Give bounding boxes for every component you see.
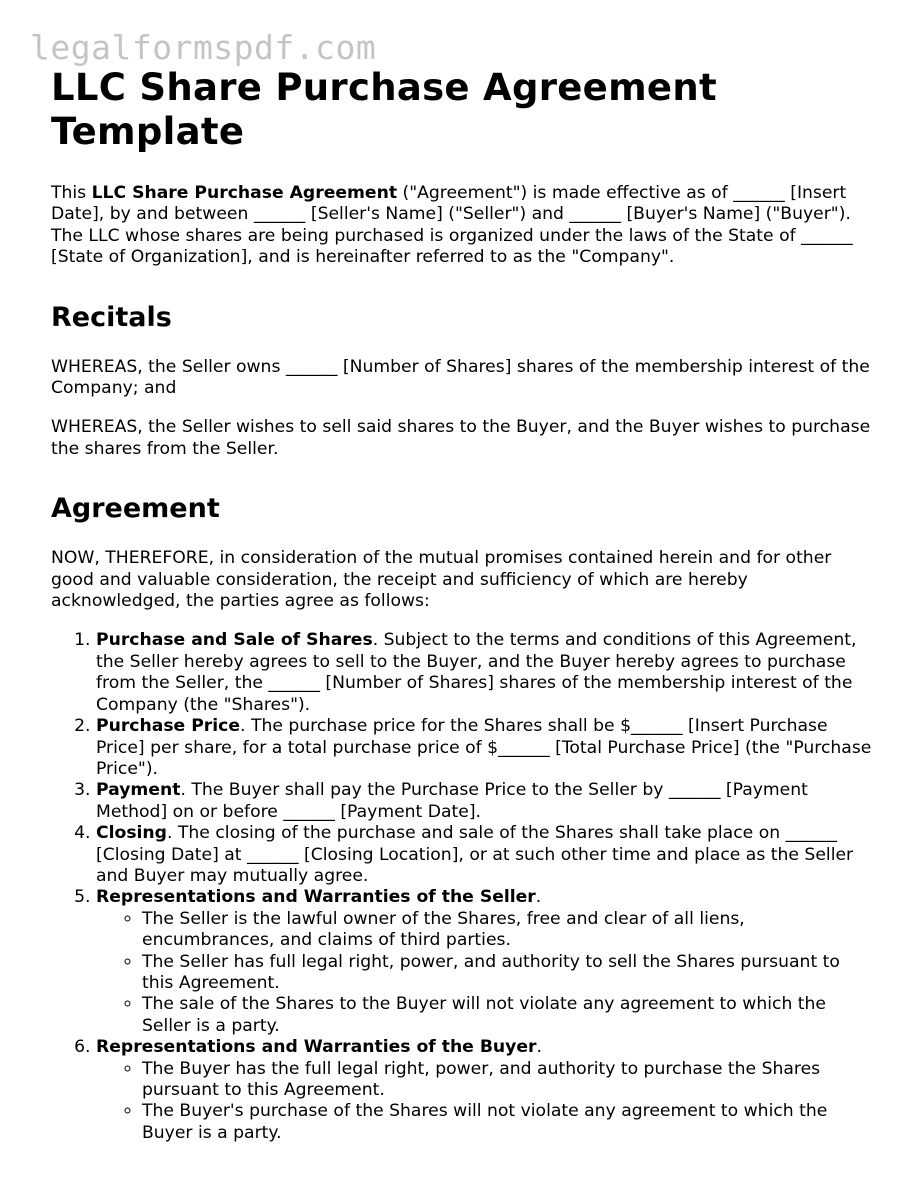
warranty-item: ◦ The Buyer's purchase of the Shares will not violate any agreement to which the Buyer is a party. bbox=[142, 1101, 876, 1144]
term-title: Purchase and Sale of Shares bbox=[96, 630, 373, 651]
term-text: . bbox=[535, 887, 542, 908]
agreement-intro-paragraph: NOW, THEREFORE, in consideration of the mutual promises contained herein and for other good and valuable consideration, the receipt and sufficiency of which are hereby acknowledged, the parties agree as follows: bbox=[51, 548, 832, 612]
term-item bbox=[96, 1037, 876, 1144]
term-title: Payment bbox=[96, 780, 181, 801]
seller-warranties-list bbox=[96, 909, 876, 1037]
intro-post: ("Agreement") is made effective as of ______ [Insert Date], by and between ______ [Seller's Name] ("Seller") and ______ [Buyer's Name] ("Buyer"). The LLC whose shares are being purchased is organized under the laws of the State of ______ [State of Organization], and is hereinafter referred to as the "Company". bbox=[51, 183, 853, 268]
warranty-item: ◦ The sale of the Shares to the Buyer will not violate any agreement to which the Seller is a party. bbox=[142, 994, 876, 1037]
warranty-item: ◦ The Seller is the lawful owner of the Shares, free and clear of all liens, encumbrances, and claims of third parties. bbox=[142, 909, 876, 952]
intro-paragraph bbox=[51, 183, 876, 269]
agreement-heading: Agreement bbox=[51, 493, 220, 525]
term-title: Closing bbox=[96, 823, 167, 844]
watermark: legalformspdf.com bbox=[30, 28, 377, 67]
term-item bbox=[96, 823, 876, 887]
term-text: . bbox=[536, 1037, 542, 1058]
term-item bbox=[96, 887, 876, 1037]
recital-paragraph: WHEREAS, the Seller wishes to sell said shares to the Buyer, and the Buyer wishes to purchase the shares from the Seller. bbox=[51, 417, 871, 459]
term-title: Representations and Warranties of the Seller bbox=[96, 887, 536, 908]
warranty-item: ◦ The Seller has full legal right, power, and authority to sell the Shares pursuant to this Agreement. bbox=[142, 952, 876, 995]
term-item bbox=[96, 630, 876, 716]
recitals-heading: Recitals bbox=[51, 301, 172, 333]
buyer-warranties-list bbox=[96, 1059, 876, 1145]
warranty-item: ◦ The Buyer has the full legal right, power, and authority to purchase the Shares pursuant to this Agreement. bbox=[142, 1059, 876, 1102]
term-text: . The closing of the purchase and sale of the Shares shall take place on ______ [Closing Date] at ______ [Closing Location], or at such other time and place as the Seller and Buyer may mutually agree. bbox=[96, 823, 854, 886]
intro-pre: This bbox=[51, 183, 92, 203]
term-text: . Subject to the terms and conditions of this Agreement, the Seller hereby agrees to sell to the Buyer, and the Buyer hereby agrees to purchase from the Seller, the ______ [Number of Shares] shares of the membership interest of the Company (the "Shares"). bbox=[96, 630, 857, 715]
document bbox=[51, 66, 876, 1144]
term-title: Purchase Price bbox=[96, 716, 241, 737]
intro-bold: LLC Share Purchase Agreement bbox=[91, 183, 398, 203]
terms-list bbox=[51, 630, 876, 1144]
term-item bbox=[96, 716, 876, 780]
page-title: LLC Share Purchase Agreement Template bbox=[51, 66, 717, 153]
recital-paragraph: WHEREAS, the Seller owns ______ [Number of Shares] shares of the membership interest of the Company; and bbox=[51, 356, 870, 399]
term-text: . The purchase price for the Shares shall be $______ [Insert Purchase Price] per share, for a total purchase price of $______ [Total Purchase Price] (the "Purchase Price"). bbox=[96, 716, 872, 779]
term-title: Representations and Warranties of the Buyer bbox=[96, 1037, 537, 1058]
term-text: . The Buyer shall pay the Purchase Price to the Seller by ______ [Payment Method] on or before ______ [Payment Date]. bbox=[96, 780, 808, 822]
term-item bbox=[96, 780, 876, 823]
